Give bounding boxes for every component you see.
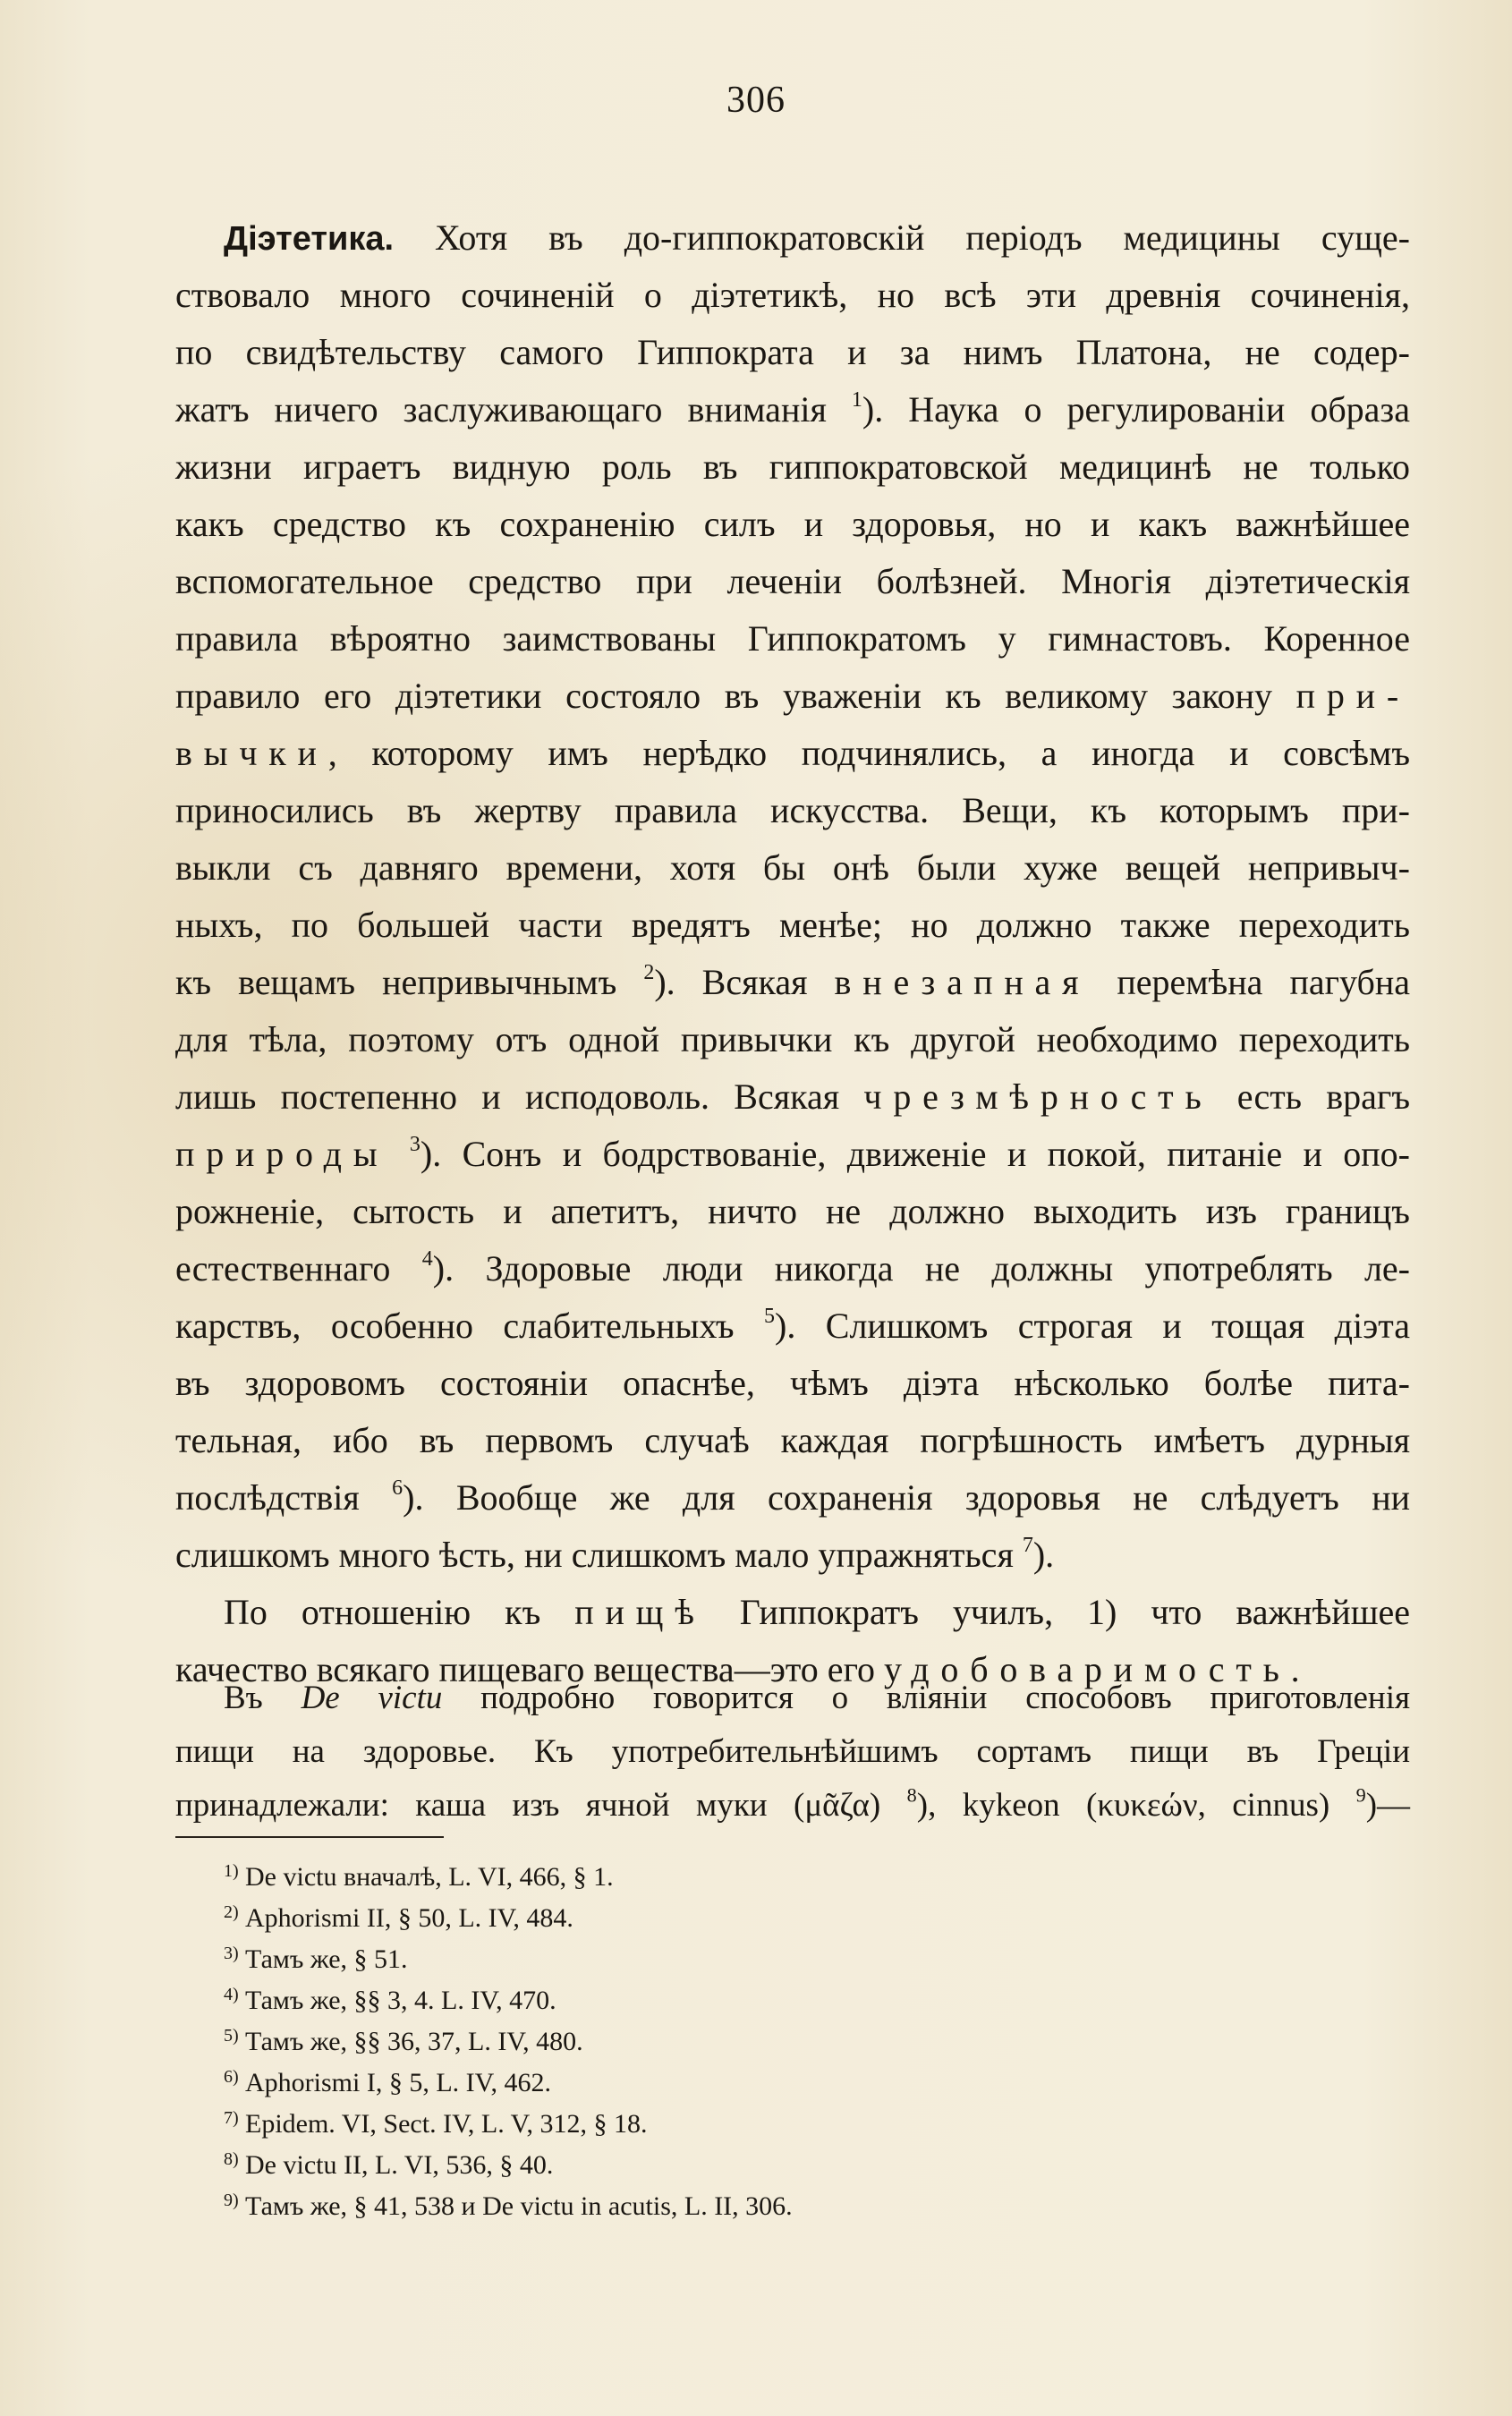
text-span: ). Вообще же для сохраненія здоровья не слѣдуетъ ни bbox=[403, 1477, 1411, 1518]
footnote-text: Тамъ же, §§ 3, 4. L. IV, 470. bbox=[245, 1986, 556, 2015]
text-span: качество всякаго пищеваго вещества—это его bbox=[175, 1649, 875, 1689]
text-span: правило его діэтетики состояло въ уваженіи къ великому закону bbox=[175, 676, 1273, 716]
text-line: въ здоровомъ состояніи опаснѣе, чѣмъ діэта нѣсколько болѣе пита- bbox=[175, 1363, 1410, 1403]
footnote-number: 6) bbox=[224, 2067, 239, 2087]
text-line bbox=[175, 668, 1410, 725]
text-line bbox=[175, 1469, 1410, 1527]
text-span: ). Всякая bbox=[654, 962, 808, 1002]
text-span: есть врагъ bbox=[1236, 1076, 1411, 1117]
footnote-text: De victu вначалѣ, L. VI, 466, § 1. bbox=[245, 1862, 614, 1892]
text-line bbox=[175, 725, 1410, 782]
footnote-text: Тамъ же, § 41, 538 и De victu in acutis, L. II, 306. bbox=[245, 2191, 793, 2221]
emphasis-text: чрезмѣрность bbox=[863, 1076, 1213, 1117]
text-span: Въ bbox=[224, 1680, 263, 1716]
emphasis-text: внезапная bbox=[834, 962, 1091, 1002]
footnote bbox=[224, 2015, 793, 2056]
text-span: ). Наука о регулированіи образа bbox=[862, 389, 1410, 430]
text-span: ), kykeon (κυκεών, cinnus) bbox=[916, 1787, 1330, 1824]
footnote-text: Тамъ же, § 51. bbox=[245, 1944, 408, 1974]
text-line: какъ средство къ сохраненію силъ и здоровья, но и какъ важнѣйшее bbox=[175, 504, 1410, 544]
text-line bbox=[175, 1527, 1410, 1584]
footnote-number: 2) bbox=[224, 1902, 239, 1922]
text-span: , которому имъ нерѣдко подчинялись, а иногда и совсѣмъ bbox=[327, 733, 1410, 773]
footnote-ref: 1 bbox=[851, 388, 862, 413]
text-line: правила вѣроятно заимствованы Гиппократомъ у гимнастовъ. Коренное bbox=[175, 618, 1410, 659]
text-line: тельная, ибо въ первомъ случаѣ каждая погрѣшность имѣетъ дурныя bbox=[175, 1420, 1410, 1460]
footnote-text: De victu II, L. VI, 536, § 40. bbox=[245, 2150, 554, 2180]
page-number: 306 bbox=[726, 80, 786, 121]
footnote-ref: 3 bbox=[409, 1133, 420, 1157]
footnote-text: Тамъ же, §§ 36, 37, L. IV, 480. bbox=[245, 2027, 583, 2056]
text-line: рожненіе, сытость и апетитъ, ничто не должно выходить изъ границъ bbox=[175, 1191, 1410, 1231]
text-span: принадлежали: каша изъ ячной муки (μᾶζα) bbox=[175, 1787, 881, 1824]
footnote-ref: 5 bbox=[764, 1305, 775, 1329]
text-line: выкли съ давняго времени, хотя бы онѣ были хуже вещей непривыч- bbox=[175, 847, 1410, 888]
text-span: лишь постепенно и исподоволь. Всякая bbox=[175, 1076, 840, 1117]
text-line: по свидѣтельству самого Гиппократа и за нимъ Платона, не содер- bbox=[175, 332, 1410, 372]
footnote bbox=[224, 2056, 793, 2097]
footnote-ref: 6 bbox=[392, 1476, 403, 1501]
text-line bbox=[175, 209, 1410, 267]
text-span: жатъ ничего заслуживающаго вниманія bbox=[175, 389, 827, 430]
footnote-number: 5) bbox=[224, 2026, 239, 2046]
text-span: По отношенію къ bbox=[224, 1592, 541, 1632]
footnote-number: 1) bbox=[224, 1861, 239, 1881]
footnote-text: Epidem. VI, Sect. IV, L. V, 312, § 18. bbox=[245, 2109, 648, 2139]
text-span: ). bbox=[1032, 1535, 1055, 1575]
italic-title: De victu bbox=[301, 1680, 443, 1716]
footnote-ref: 9 bbox=[1355, 1783, 1366, 1807]
text-span: подробно говорится о вліяніи способовъ приготовленія bbox=[480, 1680, 1411, 1716]
footnote-ref: 7 bbox=[1022, 1534, 1033, 1558]
footnote-number: 9) bbox=[224, 2191, 239, 2210]
footnote bbox=[224, 1933, 793, 1974]
emphasis-text: пищѣ bbox=[574, 1592, 706, 1632]
footnote bbox=[224, 2180, 793, 2221]
footnote-ref: 8 bbox=[906, 1783, 917, 1807]
text-span: ). Сонъ и бодрствованіе, движеніе и покой, питаніе и опо- bbox=[420, 1134, 1411, 1174]
section-heading: Діэтетика. bbox=[224, 220, 395, 258]
text-line bbox=[175, 1240, 1410, 1297]
footnote-ref: 2 bbox=[643, 961, 655, 985]
text-line: жизни играетъ видную роль въ гиппократовской медицинѣ не только bbox=[175, 447, 1410, 487]
footnote-number: 4) bbox=[224, 1985, 239, 2004]
footnote-text: Aphorismi I, § 5, L. IV, 462. bbox=[245, 2068, 551, 2097]
text-line: ныхъ, по большей части вредятъ менѣе; но должно также переходить bbox=[175, 905, 1410, 945]
footnote bbox=[224, 2139, 793, 2180]
footnote-text: Aphorismi II, § 50, L. IV, 484. bbox=[245, 1903, 573, 1933]
text-span: )— bbox=[1365, 1787, 1411, 1824]
text-line bbox=[175, 1584, 1410, 1641]
text-span: ). Слишкомъ строгая и тощая діэта bbox=[775, 1306, 1410, 1346]
text-span: перемѣна пагубна bbox=[1117, 962, 1411, 1002]
text-line: пищи на здоровье. Къ употребительнѣйшимъ сортамъ пищи въ Греціи bbox=[175, 1733, 1410, 1770]
text-line: приносились въ жертву правила искусства. Вещи, къ которымъ при- bbox=[175, 790, 1410, 830]
text-line bbox=[175, 1297, 1410, 1355]
footnote bbox=[224, 1974, 793, 2015]
text-span: слишкомъ много ѣсть, ни слишкомъ мало упражняться bbox=[175, 1535, 1014, 1575]
emphasis-text: при- bbox=[1295, 676, 1410, 716]
footnote-divider bbox=[175, 1836, 444, 1838]
text-line bbox=[175, 954, 1410, 1011]
text-line: вспомогательное средство при леченіи болѣзней. Многія діэтетическія bbox=[175, 561, 1410, 601]
text-span: естественнаго bbox=[175, 1248, 391, 1289]
emphasis-text: удобоваримость. bbox=[883, 1649, 1312, 1689]
footnote-number: 3) bbox=[224, 1944, 239, 1963]
footnote-ref: 4 bbox=[421, 1247, 433, 1272]
text-span: къ вещамъ непривычнымъ bbox=[175, 962, 617, 1002]
text-span: ). Здоровые люди никогда не должны употреблять ле- bbox=[432, 1248, 1410, 1289]
text-span: Хотя въ до-гиппократовскій періодъ медицины суще- bbox=[435, 217, 1410, 258]
emphasis-text: природы bbox=[175, 1134, 389, 1174]
text-span: карствъ, особенно слабительныхъ bbox=[175, 1306, 735, 1346]
text-line: ствовало много сочиненій о діэтетикѣ, но всѣ эти древнія сочиненія, bbox=[175, 275, 1410, 315]
footnote bbox=[224, 1850, 793, 1892]
text-span: послѣдствія bbox=[175, 1477, 360, 1518]
emphasis-text: вычки bbox=[175, 733, 328, 773]
footnote-number: 8) bbox=[224, 2149, 239, 2169]
text-line bbox=[175, 1779, 1410, 1833]
footnote-number: 7) bbox=[224, 2108, 239, 2128]
footnote bbox=[224, 2097, 793, 2139]
footnote bbox=[224, 1892, 793, 1933]
text-line bbox=[175, 1126, 1410, 1183]
paragraph-de-victu bbox=[175, 1672, 1410, 1833]
text-span: Гиппократъ училъ, 1) что важнѣйшее bbox=[739, 1592, 1410, 1632]
text-line bbox=[175, 381, 1410, 438]
text-line bbox=[175, 1068, 1410, 1126]
paragraph-dietetics bbox=[175, 209, 1410, 1584]
text-line: для тѣла, поэтому отъ одной привычки къ другой необходимо переходить bbox=[175, 1019, 1410, 1059]
text-line bbox=[175, 1672, 1410, 1725]
footnotes bbox=[224, 1850, 793, 2221]
